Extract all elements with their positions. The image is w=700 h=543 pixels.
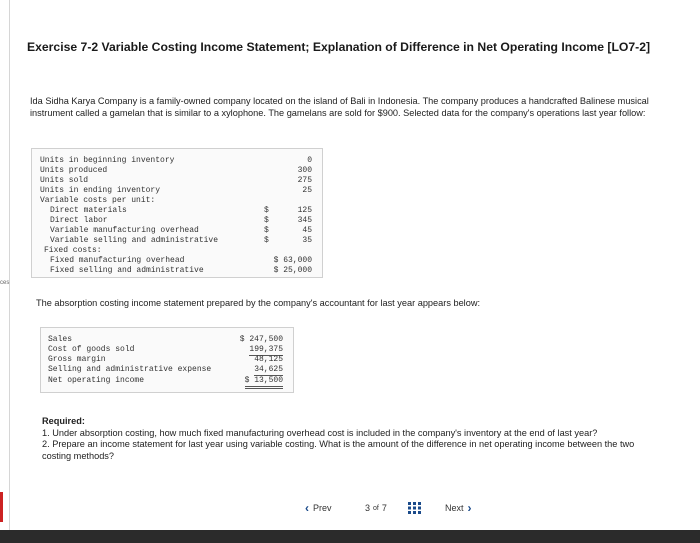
row-value: 25: [302, 186, 312, 195]
row-value: 345: [297, 216, 312, 225]
table-row: [41, 376, 295, 386]
row-label: Direct materials: [50, 206, 127, 215]
row-value: 0: [307, 156, 312, 165]
table-row: [41, 335, 295, 345]
row-label: Gross margin: [48, 355, 106, 364]
row-label: Direct labor: [50, 216, 108, 225]
row-value: 48,125: [254, 355, 283, 364]
row-label: Sales: [48, 335, 73, 344]
page-indicator: [365, 499, 387, 517]
total-pages: 7: [381, 503, 387, 513]
row-label: Fixed manufacturing overhead: [50, 256, 185, 265]
chevron-right-icon: ›: [467, 501, 472, 515]
bottom-bar: [0, 530, 700, 543]
prev-label: Prev: [313, 503, 332, 513]
required-item-2: 2. Prepare an income statement for last year using variable costing. What is the amount of the difference in net operating income between the two costing methods?: [42, 439, 635, 461]
chevron-left-icon: ‹: [305, 501, 309, 515]
row-value: 300: [297, 166, 312, 175]
currency-symbol: $: [264, 216, 269, 225]
prev-button[interactable]: [305, 499, 349, 517]
row-label: Fixed selling and administrative: [50, 266, 204, 275]
table-row: [32, 196, 324, 206]
row-label: Selling and administrative expense: [48, 365, 212, 374]
absorption-intro: The absorption costing income statement prepared by the company's accountant for last year appears below:: [36, 298, 481, 308]
row-label: Net operating income: [48, 376, 145, 385]
required-section: [42, 416, 642, 462]
row-value: $ 25,000: [273, 266, 312, 275]
left-divider: [9, 0, 10, 530]
table-row: [32, 186, 324, 196]
currency-symbol: $: [264, 236, 269, 245]
row-value: 125: [297, 206, 312, 215]
operations-data-table: [31, 148, 323, 278]
row-label: Cost of goods sold: [48, 345, 135, 354]
side-label: ces: [0, 280, 10, 286]
row-label: Variable selling and administrative: [50, 236, 219, 245]
next-button[interactable]: [445, 499, 489, 517]
table-row: [32, 236, 324, 246]
table-row: [32, 256, 324, 266]
current-page: 3: [365, 503, 371, 513]
row-label: Units sold: [40, 176, 89, 185]
grid-icon[interactable]: [408, 502, 421, 514]
pagination-bar: [0, 492, 700, 528]
absorption-income-statement: [40, 327, 294, 393]
row-value: $ 247,500: [239, 335, 283, 344]
next-label: Next: [445, 503, 464, 513]
row-value: 45: [302, 226, 312, 235]
row-value: 275: [297, 176, 312, 185]
required-heading: Required:: [42, 416, 85, 426]
row-value: $ 63,000: [273, 256, 312, 265]
table-row: [32, 206, 324, 216]
table-row: [32, 176, 324, 186]
table-row: [32, 226, 324, 236]
row-value: 34,625: [254, 365, 283, 374]
row-value: 35: [302, 236, 312, 245]
table-row: [32, 156, 324, 166]
table-row: [41, 355, 295, 365]
row-label: Fixed costs:: [44, 246, 102, 255]
table-row: [32, 166, 324, 176]
row-label: Variable costs per unit:: [40, 196, 156, 205]
row-value: 199,375: [249, 345, 283, 354]
row-label: Variable manufacturing overhead: [50, 226, 199, 235]
table-row: [32, 246, 324, 256]
exercise-title: Exercise 7-2 Variable Costing Income Statement; Explanation of Difference in Net Operating Income [LO7-2]: [27, 40, 651, 54]
row-label: Units in ending inventory: [40, 186, 161, 195]
table-row: [32, 216, 324, 226]
table-row: [41, 345, 295, 355]
exercise-intro: Ida Sidha Karya Company is a family-owned company located on the island of Bali in Indonesia. The company produces a handcrafted Balinese musical instrument called a gamelan that is similar to a xylophone. The gamelans are sold for $900. Selected data for the company's operations last year follow:: [30, 96, 649, 118]
table-row: [32, 266, 324, 276]
of-label: of: [373, 504, 379, 512]
row-value: $ 13,500: [245, 376, 283, 389]
row-label: Units produced: [40, 166, 108, 175]
required-item-1: 1. Under absorption costing, how much fixed manufacturing overhead cost is included in the company's inventory at the end of last year?: [42, 427, 598, 438]
row-label: Units in beginning inventory: [40, 156, 175, 165]
currency-symbol: $: [264, 206, 269, 215]
table-row: [41, 365, 295, 375]
currency-symbol: $: [264, 226, 269, 235]
